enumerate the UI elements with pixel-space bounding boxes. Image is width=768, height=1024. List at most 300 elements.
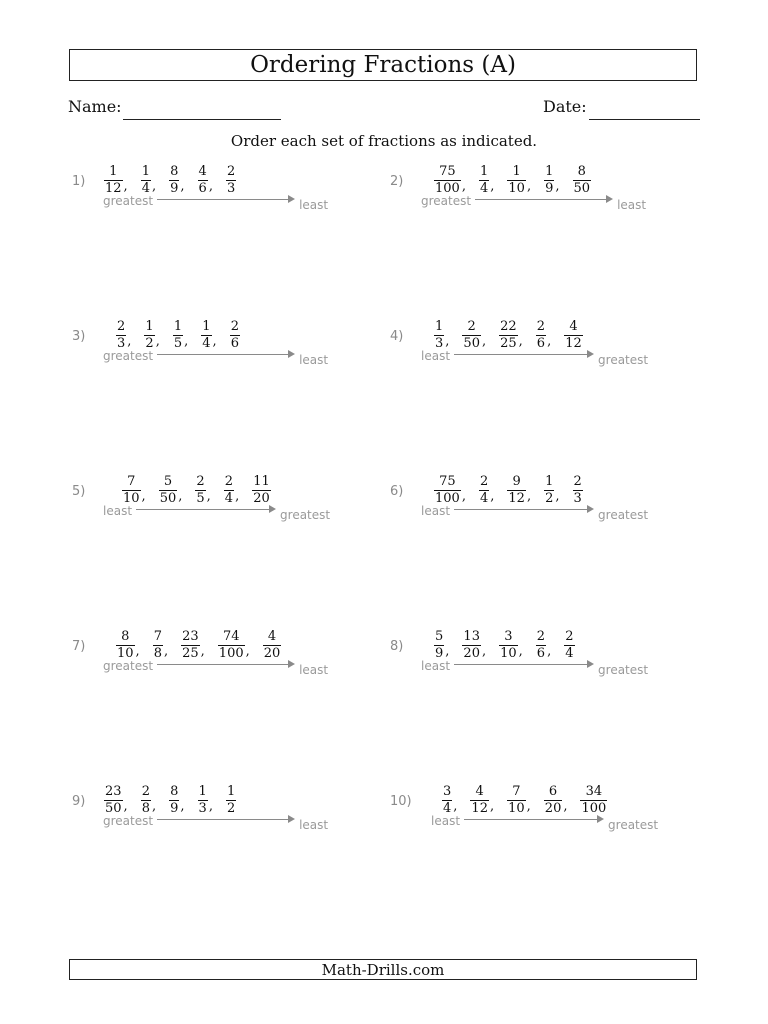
problem-item (390, 164, 690, 244)
fraction (144, 320, 154, 351)
comma-separator: , (445, 334, 450, 349)
fraction (122, 475, 141, 506)
numerator: 5 (435, 629, 444, 644)
comma-separator: , (461, 179, 466, 194)
numerator: 2 (117, 319, 126, 334)
fraction (230, 320, 240, 351)
order-start-label: least (103, 504, 133, 518)
denominator: 9 (170, 181, 179, 196)
fraction (104, 785, 123, 816)
arrow-shaft (136, 509, 270, 510)
denominator: 50 (573, 181, 591, 196)
direction-arrow (475, 195, 613, 205)
denominator: 12 (471, 801, 488, 816)
numerator: 1 (198, 784, 207, 799)
denominator: 4 (141, 181, 150, 196)
numerator: 1 (545, 474, 554, 489)
problem-number: 7) (72, 639, 86, 654)
numerator: 3 (443, 784, 452, 799)
fraction-item (195, 475, 210, 506)
fraction-item (442, 785, 457, 816)
denominator: 9 (545, 181, 554, 196)
fraction (169, 785, 179, 816)
order-end-label: least (299, 818, 329, 832)
fraction-item (544, 475, 559, 506)
fraction-item (544, 165, 559, 196)
comma-separator: , (184, 334, 189, 349)
fraction (198, 165, 208, 196)
fraction (580, 785, 607, 816)
fraction (564, 320, 583, 351)
denominator: 25 (182, 646, 199, 661)
denominator: 4 (565, 646, 574, 661)
denominator: 4 (479, 181, 489, 196)
order-direction (103, 815, 328, 832)
order-start-label: greatest (103, 659, 154, 673)
denominator: 10 (123, 491, 140, 506)
denominator: 5 (196, 491, 205, 506)
fraction-item (580, 785, 607, 816)
arrow-shaft (475, 199, 607, 200)
direction-arrow (136, 505, 276, 515)
comma-separator: , (481, 334, 487, 349)
denominator: 100 (218, 646, 244, 661)
arrow-shaft (157, 664, 289, 665)
order-direction (421, 195, 646, 212)
arrow-head-icon (587, 350, 594, 358)
comma-separator: , (151, 179, 157, 194)
problem-number: 9) (72, 794, 86, 809)
fraction-list (434, 320, 596, 351)
fraction-item (479, 475, 494, 506)
fraction (116, 630, 135, 661)
problem-number: 3) (72, 329, 86, 344)
comma-separator: , (245, 644, 250, 659)
arrow-head-icon (288, 815, 295, 823)
fraction (153, 630, 163, 661)
worksheet-title: Ordering Fractions (A) (69, 49, 697, 81)
fraction-item (434, 320, 449, 351)
numerator: 8 (577, 164, 586, 179)
order-end-label: least (617, 198, 647, 212)
problem-number: 8) (390, 639, 404, 654)
numerator: 1 (141, 164, 150, 179)
arrow-head-icon (587, 660, 594, 668)
denominator: 9 (170, 801, 179, 816)
numerator: 2 (230, 319, 239, 334)
fraction-item (230, 320, 240, 351)
numerator: 2 (565, 629, 574, 644)
denominator: 100 (435, 491, 460, 506)
denominator: 20 (463, 646, 480, 661)
problem-number: 4) (390, 329, 404, 344)
numerator: 22 (500, 319, 517, 334)
comma-separator: , (445, 644, 450, 659)
fraction (507, 165, 526, 196)
fraction-item (198, 165, 213, 196)
fraction-item (573, 475, 583, 506)
fraction-item (479, 165, 494, 196)
numerator: 8 (170, 164, 179, 179)
problem-item (72, 629, 372, 709)
denominator: 8 (153, 646, 162, 661)
order-start-label: least (431, 814, 461, 828)
denominator: 3 (573, 491, 582, 506)
denominator: 25 (500, 336, 517, 351)
comma-separator: , (151, 799, 157, 814)
comma-separator: , (200, 644, 205, 659)
denominator: 10 (117, 646, 134, 661)
denominator: 2 (145, 336, 154, 351)
fraction (218, 630, 245, 661)
order-end-label: greatest (598, 353, 649, 367)
order-start-label: greatest (103, 194, 154, 208)
denominator: 12 (105, 181, 122, 196)
order-end-label: greatest (598, 508, 649, 522)
problem-item (72, 474, 372, 554)
arrow-shaft (454, 664, 588, 665)
denominator: 2 (226, 801, 236, 816)
fraction (479, 475, 489, 506)
numerator: 23 (105, 784, 122, 799)
order-end-label: greatest (608, 818, 659, 832)
denominator: 50 (159, 491, 177, 506)
fraction (159, 475, 178, 506)
denominator: 4 (443, 801, 452, 816)
order-direction (431, 815, 658, 832)
fraction (226, 785, 236, 816)
denominator: 3 (198, 801, 207, 816)
fraction-list (116, 320, 253, 351)
comma-separator: , (489, 799, 495, 814)
arrow-head-icon (269, 505, 276, 513)
denominator: 20 (253, 491, 270, 506)
problem-item (72, 164, 372, 244)
denominator: 10 (508, 801, 525, 816)
fraction-item (198, 785, 213, 816)
denominator: 20 (544, 801, 562, 816)
fraction-item (536, 320, 551, 351)
fraction (536, 630, 546, 661)
comma-separator: , (208, 799, 213, 814)
fraction (198, 785, 208, 816)
arrow-shaft (454, 509, 588, 510)
fraction-list (434, 165, 604, 196)
fraction-item (434, 475, 466, 506)
order-end-label: greatest (598, 663, 649, 677)
problem-item (390, 784, 690, 864)
comma-separator: , (180, 799, 185, 814)
fraction (544, 785, 563, 816)
comma-separator: , (526, 799, 531, 814)
footer: Math-Drills.com (69, 959, 697, 980)
fraction (195, 475, 205, 506)
fraction (434, 320, 444, 351)
comma-separator: , (212, 334, 217, 349)
direction-arrow (157, 195, 295, 205)
fraction (564, 630, 574, 661)
denominator: 5 (173, 336, 183, 351)
comma-separator: , (526, 179, 532, 194)
comma-separator: , (180, 179, 185, 194)
arrow-shaft (157, 199, 289, 200)
arrow-shaft (464, 819, 598, 820)
fraction (462, 630, 481, 661)
fraction-item (507, 165, 531, 196)
denominator: 4 (224, 491, 234, 506)
arrow-shaft (157, 354, 289, 355)
direction-arrow (157, 815, 295, 825)
fraction (252, 475, 271, 506)
denominator: 6 (230, 336, 239, 351)
fraction-item (499, 320, 523, 351)
denominator: 10 (500, 646, 517, 661)
fraction-list (434, 475, 596, 506)
denominator: 12 (508, 491, 525, 506)
fraction-item (507, 475, 531, 506)
fraction-item (507, 785, 531, 816)
fraction-item (470, 785, 494, 816)
fraction-list (434, 630, 588, 661)
numerator: 8 (170, 784, 179, 799)
fraction-list (442, 785, 620, 816)
numerator: 2 (196, 474, 205, 489)
fraction (573, 475, 583, 506)
direction-arrow (157, 660, 295, 670)
date-line (589, 119, 700, 120)
fraction-list (104, 785, 249, 816)
numerator: 2 (573, 474, 582, 489)
order-end-label: least (299, 663, 329, 677)
fraction-item (144, 320, 159, 351)
instructions: Order each set of fractions as indicated. (230, 132, 538, 150)
comma-separator: , (141, 489, 146, 504)
fraction (141, 785, 151, 816)
numerator: 1 (479, 164, 489, 179)
problem-item (72, 784, 372, 864)
comma-separator: , (123, 179, 128, 194)
problem-item (390, 319, 690, 399)
fraction-item (226, 165, 236, 196)
numerator: 1 (109, 164, 118, 179)
comma-separator: , (208, 179, 213, 194)
fraction-item (544, 785, 568, 816)
comma-separator: , (518, 334, 523, 349)
numerator: 1 (512, 164, 521, 179)
comma-separator: , (123, 799, 128, 814)
order-start-label: greatest (103, 349, 154, 363)
fraction-item (434, 630, 449, 661)
fraction (141, 165, 151, 196)
fraction-item (159, 475, 183, 506)
order-direction (103, 660, 328, 677)
denominator: 8 (141, 801, 150, 816)
direction-arrow (157, 350, 295, 360)
fraction (544, 165, 554, 196)
fraction-item (141, 165, 156, 196)
comma-separator: , (206, 489, 211, 504)
fraction (573, 165, 592, 196)
fraction (224, 475, 234, 506)
fraction (181, 630, 200, 661)
direction-arrow (454, 660, 594, 670)
fraction-item (263, 630, 282, 661)
fraction-item (224, 475, 239, 506)
fraction-item (116, 320, 131, 351)
fraction (499, 320, 518, 351)
numerator: 2 (226, 164, 236, 179)
numerator: 2 (224, 474, 234, 489)
fraction (263, 630, 282, 661)
denominator: 2 (545, 491, 554, 506)
order-direction (421, 505, 648, 522)
denominator: 6 (198, 181, 207, 196)
numerator: 7 (153, 629, 162, 644)
numerator: 74 (222, 629, 240, 644)
fraction-item (173, 320, 188, 351)
arrow-head-icon (288, 660, 295, 668)
denominator: 10 (508, 181, 525, 196)
fraction-item (104, 785, 128, 816)
denominator: 3 (117, 336, 126, 351)
numerator: 8 (121, 629, 130, 644)
fraction (536, 320, 546, 351)
direction-arrow (464, 815, 604, 825)
comma-separator: , (178, 489, 183, 504)
fraction-item (201, 320, 216, 351)
numerator: 2 (536, 629, 546, 644)
order-end-label: least (299, 198, 329, 212)
numerator: 1 (545, 164, 554, 179)
fraction (169, 165, 179, 196)
denominator: 100 (581, 801, 607, 816)
numerator: 7 (127, 474, 136, 489)
numerator: 13 (463, 629, 480, 644)
numerator: 2 (479, 474, 489, 489)
numerator: 75 (439, 164, 456, 179)
problem-number: 5) (72, 484, 86, 499)
fraction (226, 165, 236, 196)
order-direction (103, 195, 328, 212)
problem-item (390, 474, 690, 554)
fraction-item (536, 630, 551, 661)
denominator: 3 (226, 181, 236, 196)
denominator: 50 (463, 336, 480, 351)
denominator: 20 (263, 646, 281, 661)
numerator: 4 (267, 629, 277, 644)
order-start-label: least (421, 504, 451, 518)
fraction (173, 320, 183, 351)
order-start-label: greatest (421, 194, 472, 208)
comma-separator: , (555, 489, 560, 504)
comma-separator: , (163, 644, 169, 659)
order-direction (421, 350, 648, 367)
denominator: 100 (435, 181, 460, 196)
date-label: Date: (543, 97, 587, 116)
fraction (507, 785, 526, 816)
fraction-list (116, 630, 294, 661)
numerator: 34 (585, 784, 603, 799)
fraction (201, 320, 211, 351)
arrow-head-icon (288, 195, 295, 203)
direction-arrow (454, 350, 594, 360)
arrow-shaft (454, 354, 588, 355)
fraction-list (104, 165, 249, 196)
fraction (479, 165, 489, 196)
numerator: 1 (202, 319, 211, 334)
comma-separator: , (127, 334, 132, 349)
fraction-item (434, 165, 466, 196)
denominator: 50 (105, 801, 122, 816)
fraction-item (122, 475, 146, 506)
problem-number: 2) (390, 174, 404, 189)
comma-separator: , (235, 489, 240, 504)
fraction-item (169, 785, 184, 816)
denominator: 6 (536, 646, 546, 661)
order-direction (103, 505, 330, 522)
fraction-item (226, 785, 236, 816)
arrow-head-icon (597, 815, 604, 823)
fraction (470, 785, 489, 816)
numerator: 1 (145, 319, 154, 334)
fraction-list (122, 475, 284, 506)
comma-separator: , (490, 179, 495, 194)
numerator: 2 (536, 319, 546, 334)
denominator: 4 (202, 336, 211, 351)
fraction-item (462, 630, 486, 661)
comma-separator: , (461, 489, 466, 504)
numerator: 5 (163, 474, 173, 489)
numerator: 1 (173, 319, 183, 334)
problem-number: 10) (390, 794, 412, 809)
problem-item (72, 319, 372, 399)
fraction (499, 630, 518, 661)
numerator: 4 (569, 319, 578, 334)
order-end-label: greatest (280, 508, 331, 522)
fraction (462, 320, 481, 351)
numerator: 1 (435, 319, 444, 334)
numerator: 1 (226, 784, 236, 799)
denominator: 6 (536, 336, 546, 351)
arrow-shaft (157, 819, 289, 820)
comma-separator: , (518, 644, 523, 659)
fraction-item (564, 630, 574, 661)
name-line (123, 119, 281, 120)
order-start-label: greatest (103, 814, 154, 828)
comma-separator: , (526, 489, 532, 504)
fraction (434, 630, 444, 661)
arrow-head-icon (606, 195, 613, 203)
fraction-item (252, 475, 271, 506)
order-start-label: least (421, 659, 451, 673)
comma-separator: , (481, 644, 487, 659)
fraction (116, 320, 126, 351)
fraction-item (573, 165, 592, 196)
numerator: 7 (512, 784, 521, 799)
comma-separator: , (563, 799, 568, 814)
fraction-item (181, 630, 205, 661)
fraction (507, 475, 526, 506)
numerator: 9 (512, 474, 521, 489)
comma-separator: , (555, 179, 560, 194)
numerator: 11 (253, 474, 270, 489)
problem-number: 1) (72, 174, 86, 189)
name-label: Name: (68, 97, 122, 116)
fraction (442, 785, 452, 816)
direction-arrow (454, 505, 594, 515)
problem-number: 6) (390, 484, 404, 499)
fraction-item (169, 165, 184, 196)
